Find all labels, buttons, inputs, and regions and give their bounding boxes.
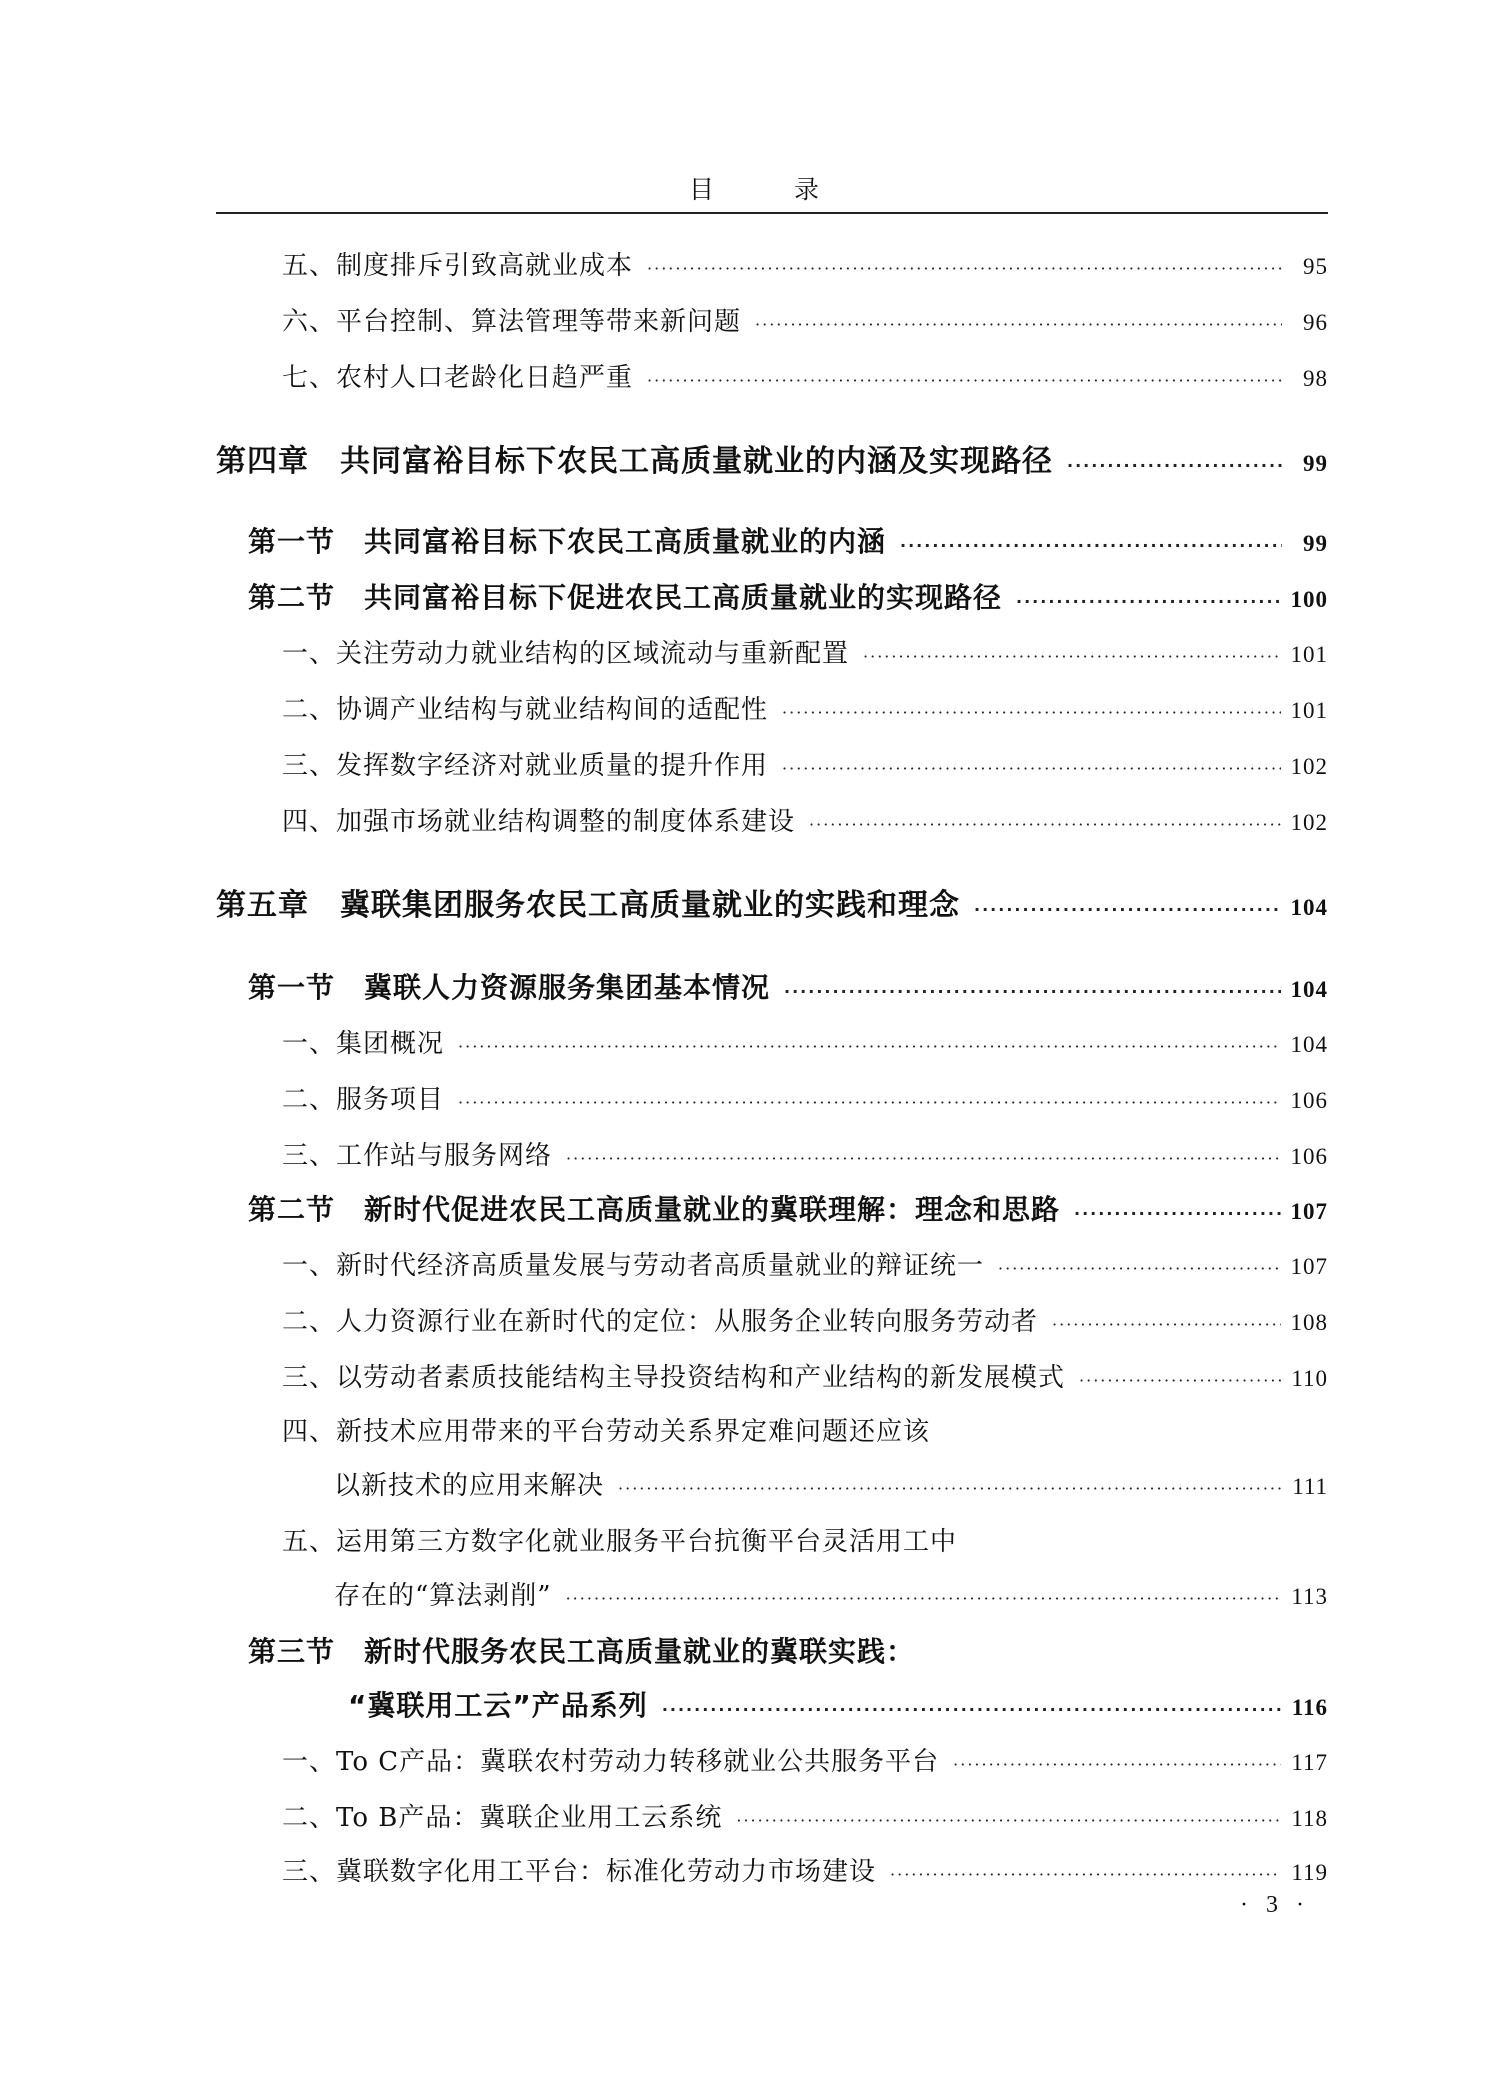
toc-entry-page: 100 bbox=[1290, 587, 1328, 612]
toc-entry-text: 三、冀联数字化用工平台：标准化劳动力市场建设 bbox=[282, 1857, 877, 1887]
toc-entry[interactable] bbox=[282, 632, 1328, 676]
toc-section-wrapped-first-line[interactable] bbox=[248, 1630, 1328, 1674]
dot-leader bbox=[900, 524, 1282, 568]
toc-entry-page: 99 bbox=[1303, 531, 1328, 556]
page-number: · 3 · bbox=[1240, 1892, 1310, 1918]
toc-entry[interactable] bbox=[282, 1078, 1328, 1122]
toc-chapter[interactable] bbox=[216, 884, 1328, 928]
toc-entry-page: 116 bbox=[1291, 1695, 1328, 1720]
dot-leader bbox=[953, 1743, 1281, 1787]
toc-entry-text: 七、农村人口老龄化日趋严重 bbox=[282, 363, 634, 393]
dot-leader bbox=[458, 1025, 1280, 1069]
dot-leader bbox=[890, 1853, 1281, 1897]
dot-leader bbox=[1079, 1359, 1281, 1403]
toc-entry-page: 101 bbox=[1290, 698, 1328, 723]
toc-entry-page: 104 bbox=[1290, 977, 1328, 1002]
toc-entry-page: 96 bbox=[1303, 310, 1328, 335]
toc-entry-continuation[interactable] bbox=[334, 1574, 1328, 1618]
toc-entry[interactable] bbox=[282, 1740, 1328, 1784]
toc-entry-page: 99 bbox=[1303, 451, 1328, 476]
toc-entry[interactable] bbox=[282, 1022, 1328, 1066]
toc-entry[interactable] bbox=[282, 1300, 1328, 1344]
dot-leader bbox=[974, 888, 1281, 932]
toc-entry[interactable] bbox=[282, 1244, 1328, 1288]
toc-entry[interactable] bbox=[282, 1134, 1328, 1178]
toc-entry-page: 117 bbox=[1291, 1750, 1328, 1775]
dot-leader bbox=[566, 1577, 1282, 1621]
toc-entry[interactable] bbox=[282, 300, 1328, 344]
toc-entry[interactable] bbox=[282, 356, 1328, 400]
toc-section[interactable] bbox=[248, 966, 1328, 1010]
toc-entry-page: 111 bbox=[1292, 1474, 1328, 1499]
toc-entry[interactable] bbox=[282, 688, 1328, 732]
toc-chapter[interactable] bbox=[216, 440, 1328, 484]
toc-entry[interactable] bbox=[282, 744, 1328, 788]
dot-leader bbox=[618, 1467, 1282, 1511]
dot-leader bbox=[863, 635, 1280, 679]
toc-entry-continuation[interactable] bbox=[334, 1464, 1328, 1508]
dot-leader bbox=[755, 303, 1282, 347]
toc-entry-text: 第四章 共同富裕目标下农民工高质量就业的内涵及实现路径 bbox=[216, 444, 1053, 479]
toc-entry-page: 106 bbox=[1290, 1144, 1328, 1169]
toc-entry-page: 98 bbox=[1303, 366, 1328, 391]
toc-entry-wrapped-first-line[interactable] bbox=[282, 1410, 1328, 1454]
toc-entry-text: 一、集团概况 bbox=[282, 1029, 445, 1059]
toc-entry-text: 三、发挥数字经济对就业质量的提升作用 bbox=[282, 751, 769, 781]
toc-entry-text: 三、以劳动者素质技能结构主导投资结构和产业结构的新发展模式 bbox=[282, 1363, 1066, 1393]
toc-entry-page: 95 bbox=[1303, 254, 1328, 279]
toc-entry[interactable] bbox=[282, 1356, 1328, 1400]
toc-entry-page: 107 bbox=[1290, 1254, 1328, 1279]
dot-leader bbox=[809, 803, 1280, 847]
toc-section-continuation[interactable] bbox=[348, 1684, 1328, 1728]
toc-entry-text: 第三节 新时代服务农民工高质量就业的冀联实践： bbox=[248, 1635, 916, 1668]
toc-entry-text: 第二节 共同富裕目标下促进农民工高质量就业的实现路径 bbox=[248, 581, 1003, 614]
dot-leader bbox=[782, 691, 1280, 735]
toc-entry-text: “冀联用工云”产品系列 bbox=[348, 1689, 648, 1722]
toc-entry-text: 二、协调产业结构与就业结构间的适配性 bbox=[282, 695, 769, 725]
toc-entry-page: 107 bbox=[1290, 1199, 1328, 1224]
dot-leader bbox=[1016, 580, 1280, 624]
toc-section[interactable] bbox=[248, 576, 1328, 620]
toc-entry-text: 四、新技术应用带来的平台劳动关系界定难问题还应该 bbox=[282, 1417, 931, 1447]
toc-section[interactable] bbox=[248, 1188, 1328, 1232]
toc-entry-page: 106 bbox=[1290, 1088, 1328, 1113]
toc-entry-text: 第一节 共同富裕目标下农民工高质量就业的内涵 bbox=[248, 525, 887, 558]
toc-entry-text: 存在的“算法剥削” bbox=[334, 1581, 552, 1611]
toc-entry[interactable] bbox=[282, 800, 1328, 844]
toc-entry-page: 104 bbox=[1290, 895, 1328, 920]
dot-leader bbox=[1067, 444, 1282, 488]
toc-entry-page: 119 bbox=[1291, 1860, 1328, 1885]
toc-entry-page: 108 bbox=[1290, 1310, 1328, 1335]
toc-entry-text: 第五章 冀联集团服务农民工高质量就业的实践和理念 bbox=[216, 888, 960, 923]
dot-leader bbox=[458, 1081, 1280, 1125]
toc-entry-text: 二、To B产品：冀联企业用工云系统 bbox=[282, 1803, 723, 1833]
toc-entry-text: 一、关注劳动力就业结构的区域流动与重新配置 bbox=[282, 639, 850, 669]
toc-entry-page: 118 bbox=[1291, 1806, 1328, 1831]
toc-entry-text: 四、加强市场就业结构调整的制度体系建设 bbox=[282, 807, 796, 837]
dot-leader bbox=[566, 1137, 1280, 1181]
dot-leader bbox=[1074, 1192, 1280, 1236]
dot-leader bbox=[662, 1688, 1282, 1732]
page-header: 目 录 bbox=[689, 175, 855, 204]
dot-leader bbox=[1052, 1303, 1280, 1347]
dot-leader bbox=[736, 1799, 1281, 1843]
toc-entry-text: 二、人力资源行业在新时代的定位：从服务企业转向服务劳动者 bbox=[282, 1307, 1039, 1337]
toc-entry-page: 101 bbox=[1290, 642, 1328, 667]
toc-entry-text: 五、制度排斥引致高就业成本 bbox=[282, 251, 634, 281]
toc-entry-page: 113 bbox=[1291, 1584, 1328, 1609]
toc-entry-page: 110 bbox=[1291, 1366, 1328, 1391]
toc-entry-text: 五、运用第三方数字化就业服务平台抗衡平台灵活用工中 bbox=[282, 1527, 958, 1557]
toc-entry-page: 102 bbox=[1290, 754, 1328, 779]
toc-entry-text: 二、服务项目 bbox=[282, 1085, 445, 1115]
toc-entry-text: 三、工作站与服务网络 bbox=[282, 1141, 553, 1171]
toc-entry[interactable] bbox=[282, 1850, 1328, 1894]
toc-entry-page: 104 bbox=[1290, 1032, 1328, 1057]
dot-leader bbox=[998, 1247, 1280, 1291]
toc-entry-text: 六、平台控制、算法管理等带来新问题 bbox=[282, 307, 742, 337]
dot-leader bbox=[647, 359, 1282, 403]
toc-entry-text: 一、新时代经济高质量发展与劳动者高质量就业的辩证统一 bbox=[282, 1251, 985, 1281]
dot-leader bbox=[784, 970, 1280, 1014]
toc-entry-text: 第一节 冀联人力资源服务集团基本情况 bbox=[248, 971, 771, 1004]
dot-leader bbox=[647, 247, 1282, 291]
toc-entry-page: 102 bbox=[1290, 810, 1328, 835]
toc-entry-wrapped-first-line[interactable] bbox=[282, 1520, 1328, 1564]
toc-section[interactable] bbox=[248, 520, 1328, 564]
toc-entry-text: 以新技术的应用来解决 bbox=[334, 1471, 605, 1501]
toc-entry-text: 第二节 新时代促进农民工高质量就业的冀联理解：理念和思路 bbox=[248, 1193, 1061, 1226]
toc-entry[interactable] bbox=[282, 1796, 1328, 1840]
toc-entry[interactable] bbox=[282, 244, 1328, 288]
dot-leader bbox=[782, 747, 1280, 791]
toc-entry-text: 一、To C产品：冀联农村劳动力转移就业公共服务平台 bbox=[282, 1747, 940, 1777]
